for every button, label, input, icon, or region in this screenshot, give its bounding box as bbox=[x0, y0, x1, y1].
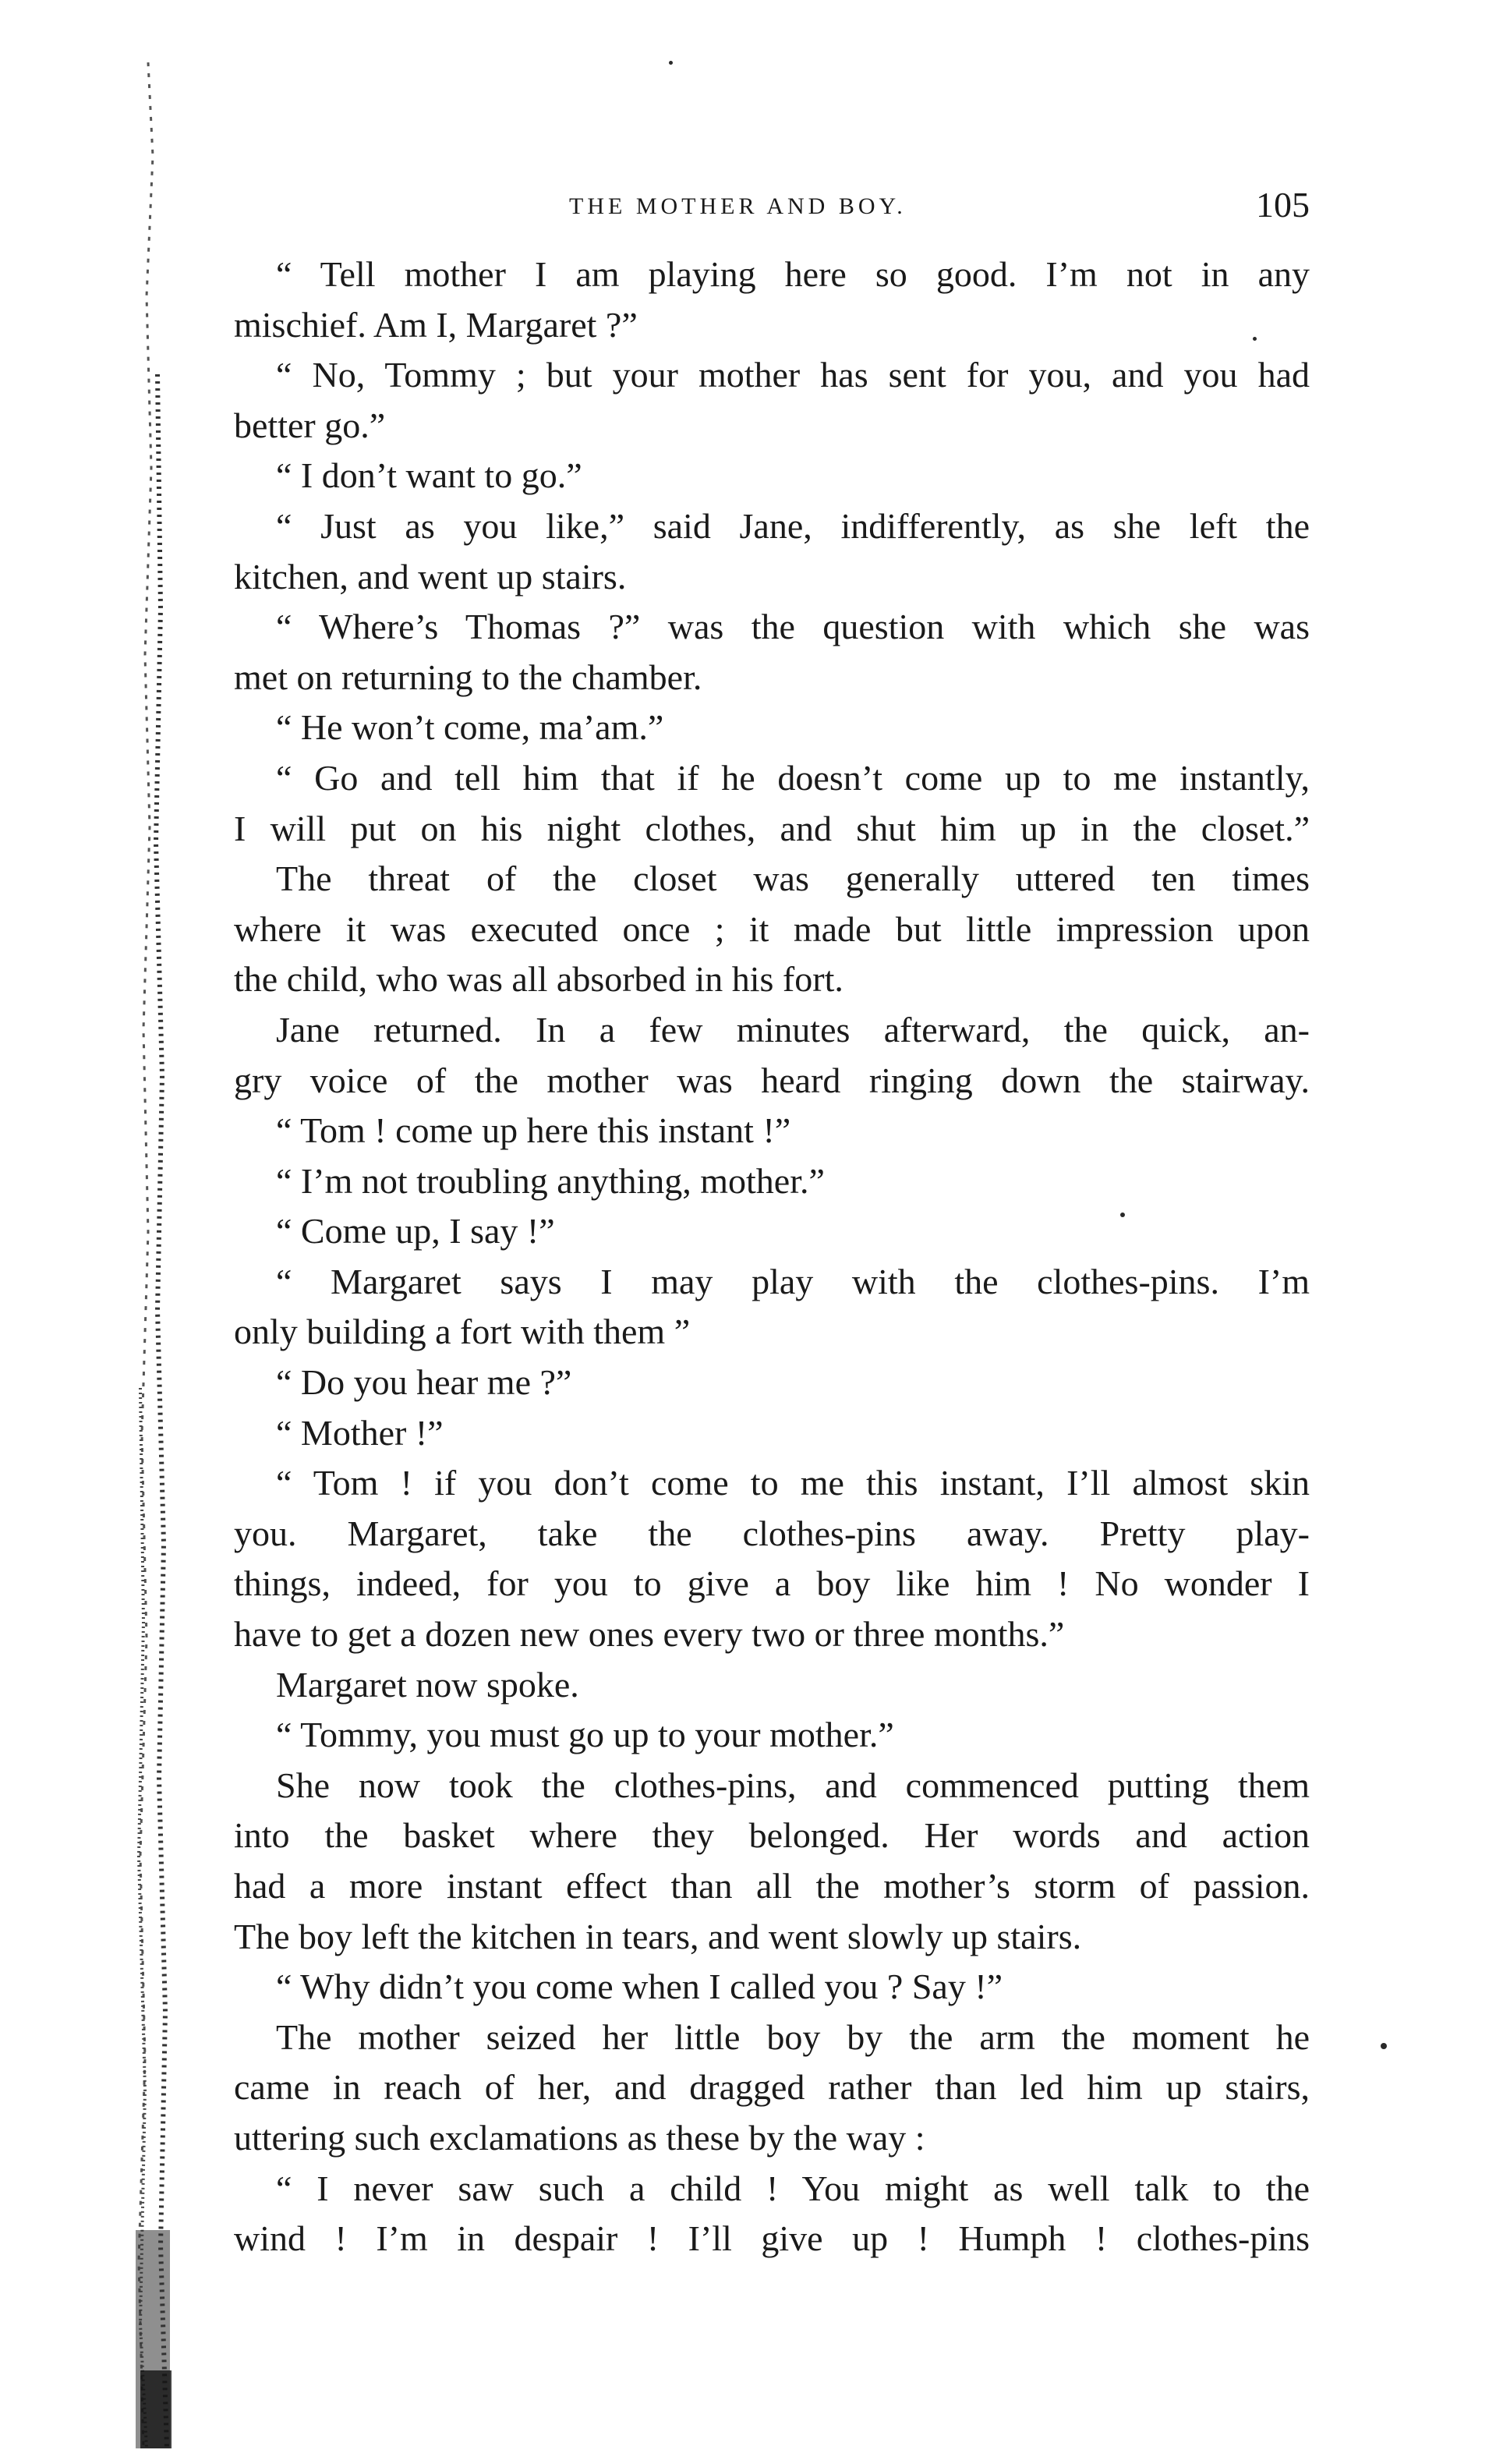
page-number: 105 bbox=[1256, 185, 1310, 225]
text-line: better go.” bbox=[234, 405, 386, 445]
text-line: you. Margaret, take the clothes-pins away. Pretty play- bbox=[234, 1513, 1310, 1553]
text-line: “ Tom ! if you don’t come to me this instant, I’ll almost skin bbox=[276, 1463, 1310, 1503]
dust-speck bbox=[669, 61, 673, 65]
text-line: “ Come up, I say !” bbox=[276, 1211, 555, 1251]
text-line: “ He won’t come, ma’am.” bbox=[276, 707, 664, 748]
text-line: Margaret now spoke. bbox=[276, 1664, 579, 1705]
text-line: “ I never saw such a child ! You might as well talk to the bbox=[276, 2168, 1310, 2208]
text-line: “ Do you hear me ?” bbox=[276, 1362, 572, 1403]
text-line: “ Mother !” bbox=[276, 1412, 444, 1453]
text-line: gry voice of the mother was heard ringing down the stairway. bbox=[234, 1060, 1310, 1100]
text-line: things, indeed, for you to give a boy like him ! No wonder I bbox=[234, 1563, 1310, 1604]
text-line: “ Margaret says I may play with the clothes-pins. I’m bbox=[276, 1261, 1310, 1301]
text-line: have to get a dozen new ones every two or three months.” bbox=[234, 1614, 1065, 1655]
text-line: “ No, Tommy ; but your mother has sent for you, and you had bbox=[276, 355, 1310, 395]
text-line: “ Tell mother I am playing here so good. I’m not in any bbox=[276, 254, 1310, 294]
text-line: “ Why didn’t you come when I called you ? Say !” bbox=[276, 1967, 1003, 2007]
text-line: “ Just as you like,” said Jane, indifferently, as she left the bbox=[276, 505, 1310, 546]
text-line: “ I don’t want to go.” bbox=[276, 455, 582, 496]
text-line: “ Tom ! come up here this instant !” bbox=[276, 1110, 791, 1151]
text-line: Jane returned. In a few minutes afterward, the quick, an- bbox=[276, 1009, 1310, 1050]
dust-speck bbox=[1381, 2043, 1387, 2049]
text-line: She now took the clothes-pins, and commenced putting them bbox=[276, 1765, 1310, 1805]
running-head: THE MOTHER AND BOY. bbox=[569, 193, 907, 219]
text-line: “ Go and tell him that if he doesn’t come up to me instantly, bbox=[276, 757, 1310, 798]
text-line: kitchen, and went up stairs. bbox=[234, 556, 627, 597]
text-line: The boy left the kitchen in tears, and went slowly up stairs. bbox=[234, 1916, 1082, 1956]
binding-edge-shadow bbox=[94, 62, 179, 2448]
text-line: only building a fort with them ” bbox=[234, 1312, 691, 1352]
text-line: wind ! I’m in despair ! I’ll give up ! Humph ! clothes-pins bbox=[234, 2218, 1310, 2259]
text-line: met on returning to the chamber. bbox=[234, 657, 702, 697]
text-line: “ I’m not troubling anything, mother.” bbox=[276, 1160, 825, 1201]
body-text bbox=[234, 250, 1310, 2264]
text-line: mischief. Am I, Margaret ?” bbox=[234, 304, 638, 345]
text-line: uttering such exclamations as these by the way : bbox=[234, 2117, 925, 2158]
text-line: I will put on his night clothes, and shut him up in the closet.” bbox=[234, 808, 1310, 848]
text-line: “ Where’s Thomas ?” was the question with which she was bbox=[276, 607, 1310, 647]
text-line: “ Tommy, you must go up to your mother.” bbox=[276, 1715, 894, 1755]
text-line: The threat of the closet was generally uttered ten times bbox=[276, 859, 1310, 899]
text-line: where it was executed once ; it made but little impression upon bbox=[234, 908, 1310, 949]
text-line: had a more instant effect than all the mother’s storm of passion. bbox=[234, 1866, 1310, 1906]
text-line: came in reach of her, and dragged rather than led him up stairs, bbox=[234, 2067, 1310, 2108]
text-line: into the basket where they belonged. Her words and action bbox=[234, 1815, 1310, 1856]
text-line: the child, who was all absorbed in his fort. bbox=[234, 959, 843, 1000]
page-header bbox=[234, 184, 1310, 231]
text-line: The mother seized her little boy by the arm the moment he bbox=[276, 2016, 1310, 2057]
